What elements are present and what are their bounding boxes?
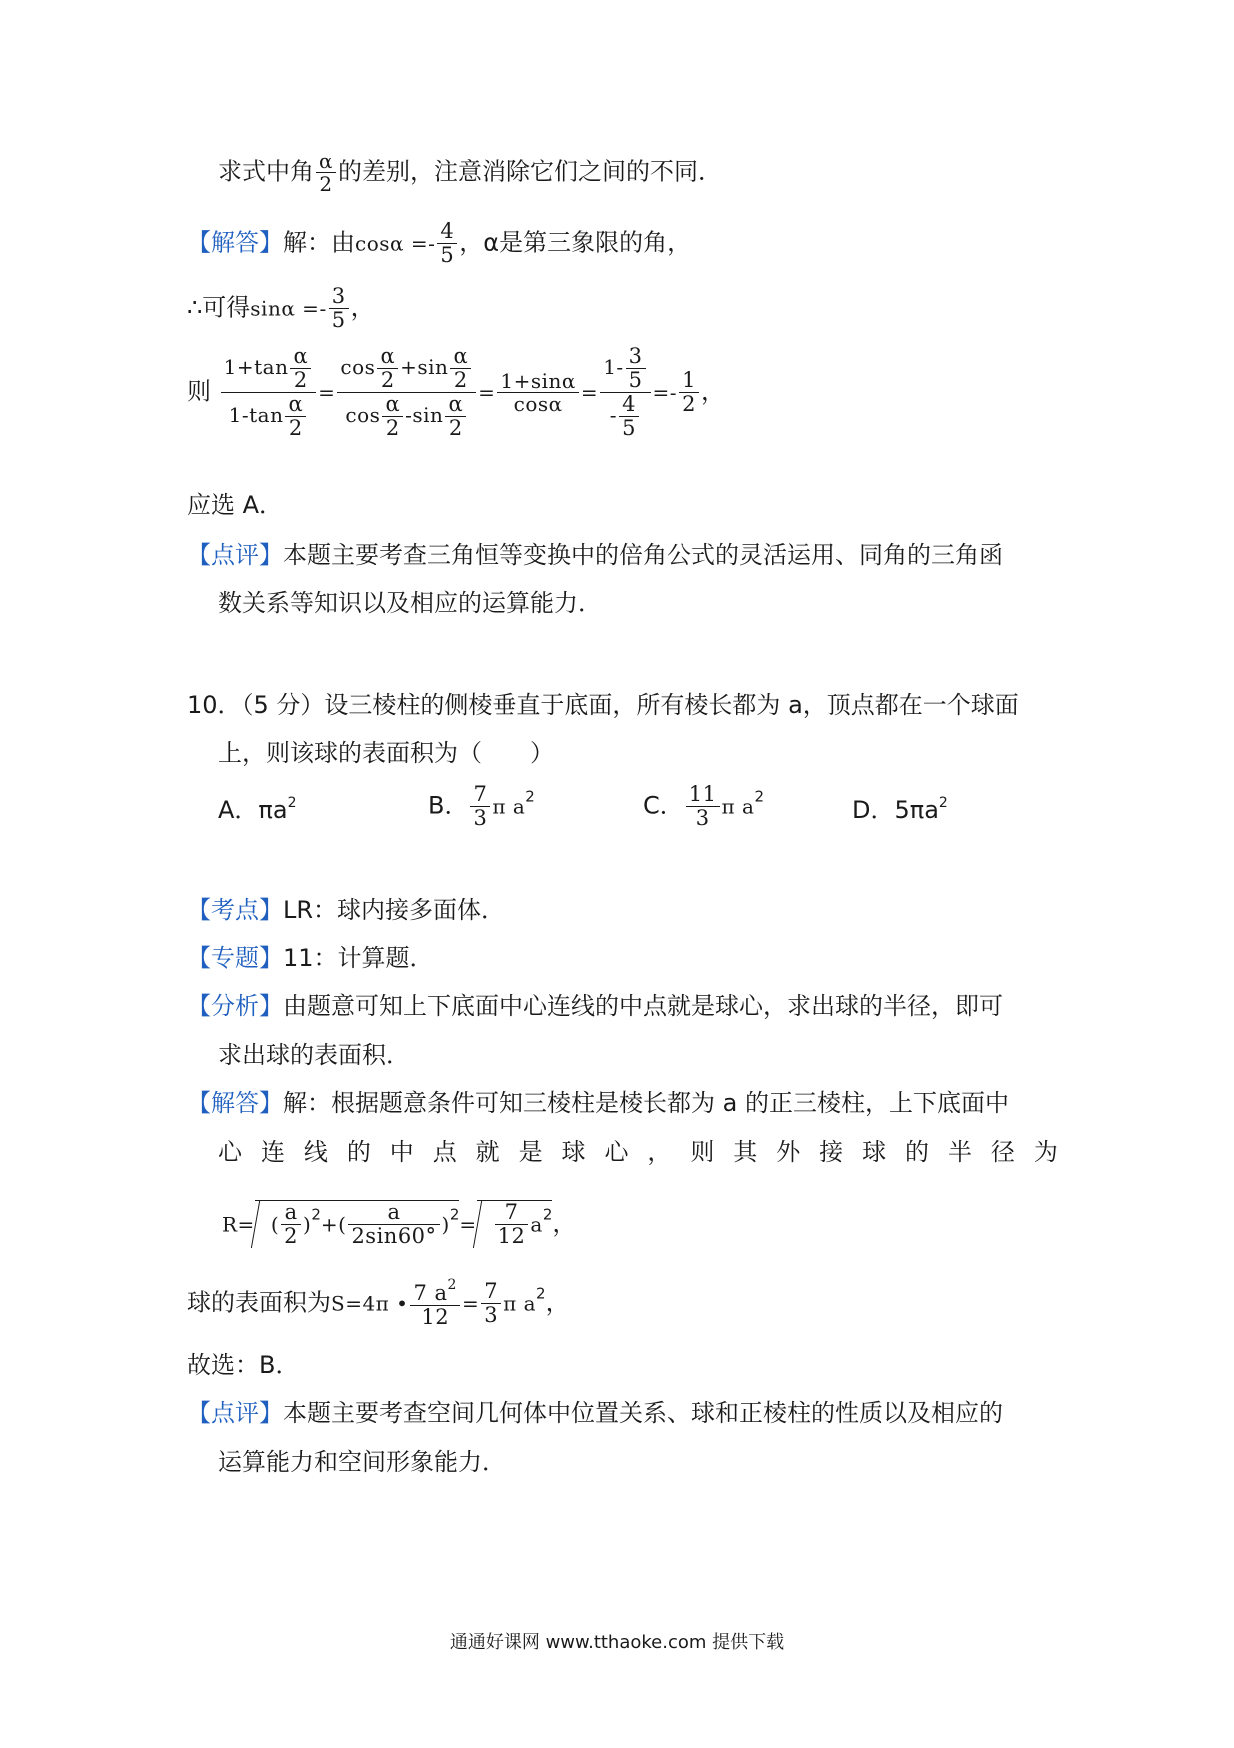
fraction-4-5: $\frac{4}{5}$ [437, 220, 457, 267]
comment2-line-1: 【点评】本题主要考查空间几何体中位置关系、球和正棱柱的性质以及相应的 [187, 1399, 1003, 1427]
spaced-char: 为 [1033, 1138, 1058, 1166]
kaodian-line: 【考点】LR：球内接多面体． [187, 896, 506, 924]
fraction-numeric: 1- $\frac{3}{5}$ - $\frac{4}{5}$ [600, 345, 650, 440]
jieda-tag: 【解答】 [187, 228, 283, 257]
solution-line-sin: ∴可得sinα =- $\frac{3}{5}$ ， [187, 284, 375, 333]
comment-line-1: 【点评】本题主要考查三角恒等变换中的倍角公式的灵活运用、同角的三角函 [187, 541, 1003, 569]
option-c: C． $\frac{11}{3}$ π $a^2$ [643, 782, 764, 831]
spaced-char: 半 [947, 1138, 972, 1166]
spaced-char: 的 [905, 1138, 929, 1166]
question-10-stem-1: 10．（5 分）设三棱柱的侧棱垂直于底面，所有棱长都为 a，顶点都在一个球面 [187, 691, 1019, 719]
spaced-char: 就 [475, 1138, 500, 1166]
fenxi-line-2: 求出球的表面积． [218, 1041, 410, 1069]
spaced-char: 心 [604, 1138, 629, 1166]
question-10-stem-2: 上，则该球的表面积为（ ） [218, 739, 554, 767]
line-angle-difference: 求式中角 $\frac{\alpha}{2}$ 的差别，注意消除它们之间的不同． [218, 149, 723, 196]
answer-choice-b: 故选：B． [187, 1351, 300, 1379]
fenxi-line-1: 【分析】由题意可知上下底面中心连线的中点就是球心，求出球的半径，即可 [187, 992, 1003, 1020]
fraction-1-plus-sin-over-cos: $\frac{1+\sin\alpha}{\cos\alpha}$ [497, 370, 579, 415]
option-a: A．$\pi a^2$ [218, 795, 297, 824]
fraction-result: $\frac{1}{2}$ [679, 369, 699, 416]
fraction-3-5: $\frac{3}{5}$ [329, 285, 349, 332]
spaced-char: 心 [218, 1138, 242, 1166]
comment-line-2: 数关系等知识以及相应的运算能力． [218, 589, 602, 617]
fraction-tan-half: 1+tan $\frac{\alpha}{2}$ 1-tan $\frac{\alpha}{2}$ [221, 345, 317, 440]
spaced-char: 线 [303, 1138, 328, 1166]
spaced-char: ， [647, 1138, 672, 1166]
fraction-alpha-over-2: $\frac{\alpha}{2}$ [316, 150, 336, 195]
radius-formula: R= ( $\frac{a}{2}$ )$^2$+( $\frac{a}{2\sin 60^\circ}$ )$^2$= $\frac{7}{12}$ $a^2$， [222, 1200, 577, 1249]
solution-line-tangent-identity: 则 1+tan $\frac{\alpha}{2}$ 1-tan $\frac{\alpha}{2}$ = cos $\frac{\alpha}{2}$ +sin $\frac{\alpha}{2}$ cos $\frac{\alpha}{2}$ -sin $\frac{\alpha}{2}$ = $\frac{1+\sin\alpha}{\cos\alpha}$ = 1- $\frac{3}{5}$ - $\frac{4}{5}$ =- $\frac{1}{2}$ ， [187, 344, 725, 441]
spaced-char: 是 [518, 1138, 543, 1166]
spaced-char: 则 [690, 1138, 715, 1166]
jieda-line-1: 【解答】解：根据题意条件可知三棱柱是棱长都为 a 的正三棱柱，上下底面中 [187, 1089, 1009, 1117]
jieda-line-2 [218, 1137, 1058, 1167]
spaced-char: 连 [260, 1138, 285, 1166]
fraction-cos-sin-half: cos $\frac{\alpha}{2}$ +sin $\frac{\alpha}{2}$ cos $\frac{\alpha}{2}$ -sin $\frac{\alpha}{2}$ [337, 345, 476, 440]
option-b: B． $\frac{7}{3}$ π $a^2$ [428, 782, 535, 831]
spaced-char: 接 [819, 1138, 844, 1166]
spaced-char: 点 [432, 1138, 457, 1166]
option-d: D．$5\pi a^2$ [852, 795, 948, 824]
footer-source: 通通好课网 www.tthaoke.com 提供下载 [449, 1632, 785, 1653]
solution-line-cos: 【解答】解：由cosα =- $\frac{4}{5}$ ，α是第三象限的角， [187, 219, 692, 268]
spaced-char: 球 [561, 1138, 586, 1166]
spaced-char: 径 [990, 1138, 1015, 1166]
spaced-char: 其 [733, 1138, 758, 1166]
spaced-char: 外 [776, 1138, 801, 1166]
spaced-char: 球 [862, 1138, 887, 1166]
zhuanti-line: 【专题】11：计算题． [187, 944, 434, 972]
answer-choice-a: 应选 A． [187, 491, 284, 519]
spaced-char: 的 [346, 1138, 371, 1166]
spaced-char: 中 [389, 1138, 414, 1166]
surface-area-line: 球的表面积为S=4π • $\frac{7 a^2}{12}$ = $\frac{7}{3}$ π $a^2$， [187, 1277, 570, 1330]
comment2-line-2: 运算能力和空间形象能力． [218, 1448, 506, 1476]
dianping-tag: 【点评】 [187, 541, 283, 569]
